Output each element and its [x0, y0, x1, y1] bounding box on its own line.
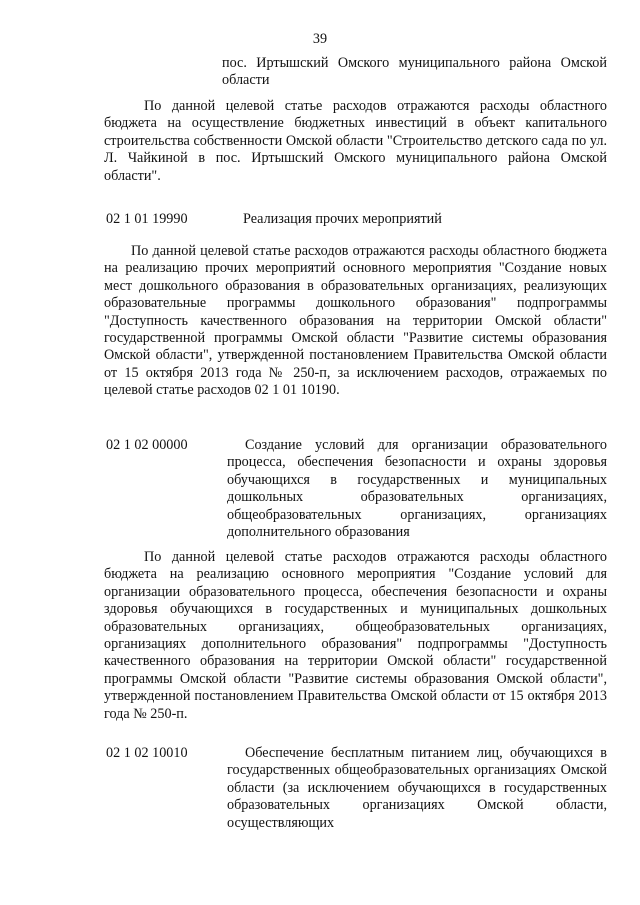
article-title-other-measures: Реализация прочих мероприятий — [243, 211, 442, 227]
paragraph-educational-conditions: По данной целевой статье расходов отражаются расходы областного бюджета на реализацию основного мероприятия "Создание условий для организации образовательного процесса, обеспечения безопасности и охраны здоровья обучающихся в государственных и муниципальных дошкольных образовательных организациях, общеобразовательных организациях, организациях дополнительного образования" подпрограммы "Доступность качественного образования на территории Омской области" государственной программы Омской области "Развитие системы образования Омской области", утвержденной постановлением Правительства Омской области от 15 октября 2013 года № 250-п. — [104, 549, 607, 722]
article-title-educational-conditions: Создание условий для организации образовательного процесса, обеспечения безопасности и охраны здоровья обучающихся в государственных и муниципальных дошкольных образовательных организациях, общеобразовательных организациях, организациях дополнительного образования — [227, 437, 607, 541]
page-number: 39 — [312, 31, 328, 47]
article-code-02-1-02-00000: 02 1 02 00000 — [106, 437, 188, 453]
continuation-title: пос. Иртышский Омского муниципального района Омской области — [222, 55, 607, 89]
article-code-02-1-02-10010: 02 1 02 10010 — [106, 745, 188, 761]
article-title-free-meals: Обеспечение бесплатным питанием лиц, обучающихся в государственных общеобразовательных организациях Омской области (за исключением обучающихся в государственных образовательных организациях Омской области, осуществляющих — [227, 745, 607, 831]
article-code-02-1-01-19990: 02 1 01 19990 — [106, 211, 188, 227]
paragraph-budget-investment: По данной целевой статье расходов отражаются расходы областного бюджета на осуществление бюджетных инвестиций в объект капитального строительства собственности Омской области "Строительство детского сада по ул. Л. Чайкиной в пос. Иртышский Омского муниципального района Омской области". — [104, 98, 607, 184]
paragraph-other-measures: По данной целевой статье расходов отражаются расходы областного бюджета на реализацию прочих мероприятий основного мероприятия "Создание новых мест дошкольного образования в образовательных организациях, реализующих образовательные программы дошкольного образования" подпрограммы "Доступность качественного образования на территории Омской области" государственной программы Омской области "Развитие системы образования Омской области", утвержденной постановлением Правительства Омской области от 15 октября 2013 года № 250-п, за исключением расходов, отражаемых по целевой статье расходов 02 1 01 10190. — [104, 243, 607, 399]
